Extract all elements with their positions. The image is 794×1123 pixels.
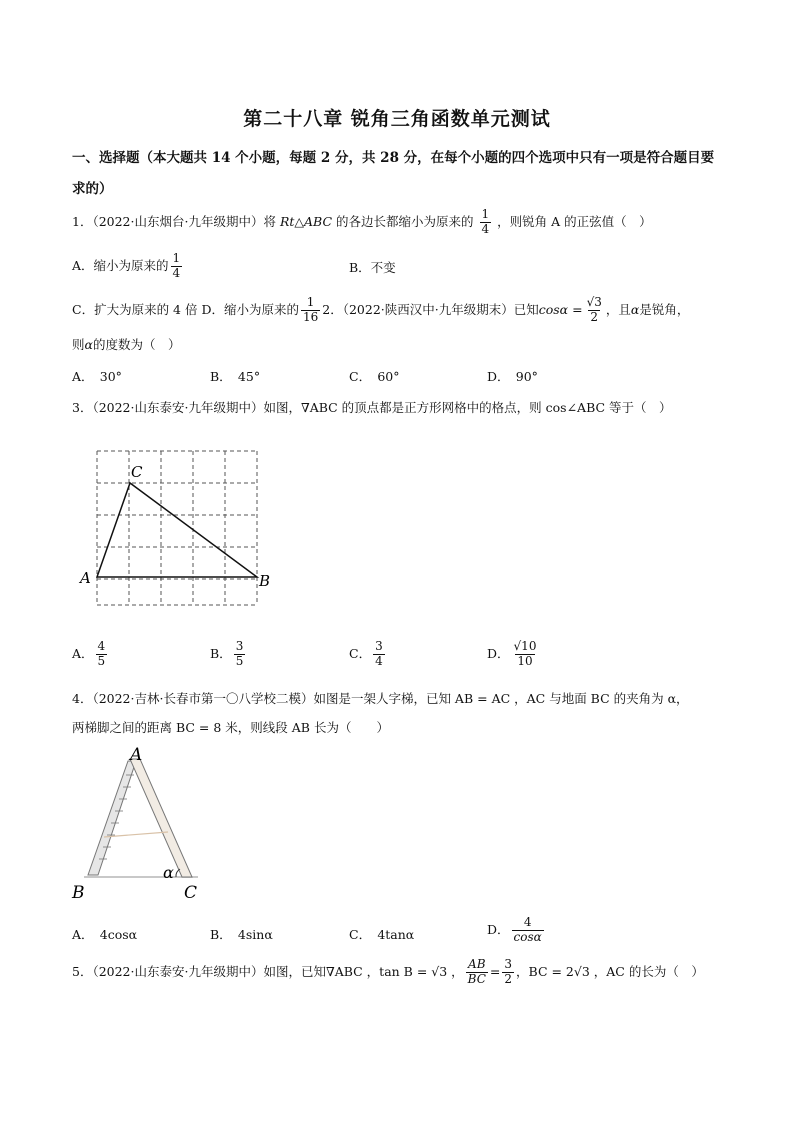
question-4-stem: 4．（2022·吉林·长春市第一〇八学校二模）如图是一架人字梯，已知 AB = AC ，AC 与地面 BC 的夹角为 α，	[72, 691, 689, 706]
q4-option-a[interactable]: A． 4cosα	[72, 927, 138, 942]
q1-option-a[interactable]: A．缩小为原来的 $\frac{1}{4}$	[72, 251, 181, 280]
q4-ladder-figure	[68, 745, 208, 905]
q2-option-a[interactable]: A． 30°	[72, 369, 122, 384]
q3-grid-figure	[74, 445, 274, 615]
q1-fraction: $\frac{1}{4}$	[481, 207, 490, 236]
q4-option-d[interactable]: D． $\frac{4}{\cos\alpha}$	[487, 915, 542, 944]
q1-option-b[interactable]: B．不变	[349, 260, 396, 275]
q4-option-c[interactable]: C． 4tanα	[349, 927, 415, 942]
q1-option-c[interactable]: C．扩大为原来的 4 倍	[72, 301, 198, 317]
q3-label-a: A	[80, 569, 91, 587]
q3-label-b: B	[259, 572, 271, 590]
q1-option-d[interactable]: D．缩小为原来的 $\frac{1}{16}$	[201, 295, 319, 324]
section-heading-cont: 求的）	[72, 181, 113, 197]
q2-option-b[interactable]: B． 45°	[210, 369, 261, 384]
q4-rope	[104, 832, 168, 837]
q4-label-c: C	[184, 883, 198, 903]
q1-math: Rt△ABC	[279, 213, 333, 229]
page-title: 第二十八章 锐角三角函数单元测试	[243, 108, 551, 130]
q3-option-d[interactable]: D． $\frac{√10}{10}$	[487, 639, 537, 668]
q2-option-c[interactable]: C． 60°	[349, 369, 400, 384]
question-2-stem: 2．（2022·陕西汉中·九年级期末）已知cosα = $\frac{√3}{2}$ ，且α是锐角，	[322, 295, 690, 324]
question-1-stem: 1．（2022·山东烟台·九年级期中）将 Rt△ABC 的各边长都缩小为原来的 $\frac{1}{4}$ ，则锐角 A 的正弦值（ ）	[72, 207, 652, 236]
q3-label-c: C	[131, 463, 143, 481]
section-heading: 一、选择题（本大题共 14 个小题，每题 2 分，共 28 分，在每个小题的四个选项中只有一项是符合题目要	[72, 150, 715, 166]
q3-option-b[interactable]: B． $\frac{3}{5}$	[210, 639, 244, 668]
q4-ladder-right	[130, 759, 192, 877]
q3-option-a[interactable]: A． $\frac{4}{5}$	[72, 639, 106, 668]
q4-label-a: A	[130, 745, 143, 765]
q2-option-d[interactable]: D． 90°	[487, 369, 538, 384]
q3-grid-lines	[97, 451, 257, 605]
question-5-stem: 5．（2022·山东泰安·九年级期中）如图，已知∇ABC ，tan B = √3 ， $\frac{AB}{BC}$ = $\frac{3}{2}$ ，BC = 2√3 ，AC 的长为（ ）	[72, 957, 704, 986]
question-3-stem: 3．（2022·山东泰安·九年级期中）如图，∇ABC 的顶点都是正方形网格中的格点，则 cos∠ABC 等于（ ）	[72, 400, 672, 415]
q4-label-b: B	[72, 883, 85, 903]
q1-q2-line	[72, 296, 689, 325]
q4-ladder-left	[88, 761, 136, 875]
q3-option-c[interactable]: C． $\frac{3}{4}$	[349, 639, 383, 668]
q3-triangle	[97, 483, 257, 577]
q4-option-b[interactable]: B． 4sinα	[210, 927, 273, 942]
q4-label-alpha: α	[163, 863, 174, 882]
question-2-stem-cont: 则α的度数为（ ）	[72, 337, 181, 352]
question-4-stem-cont: 两梯脚之间的距离 BC = 8 米，则线段 AB 长为（ ）	[72, 720, 389, 735]
